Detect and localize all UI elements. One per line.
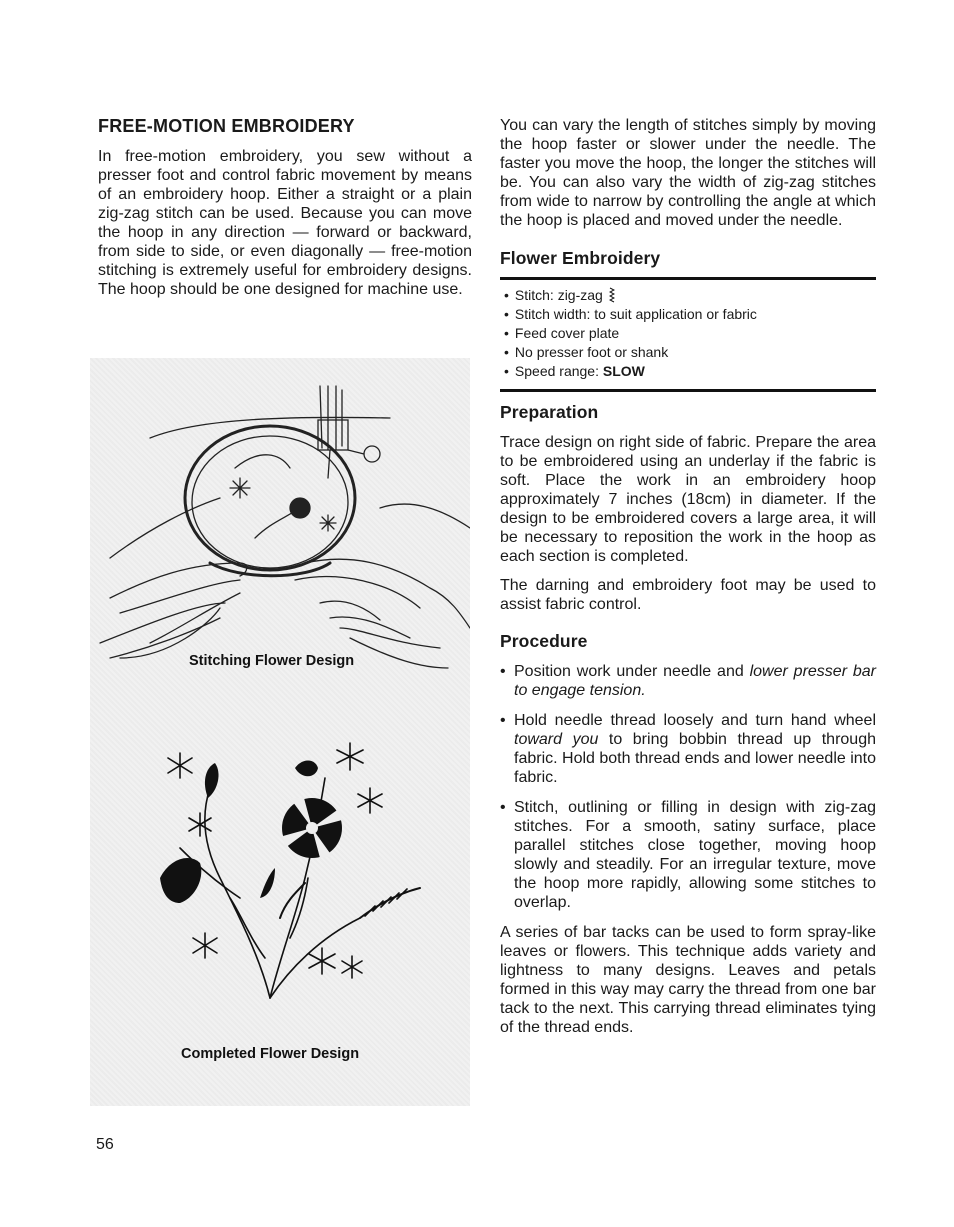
stem-left (205, 788, 270, 998)
preparation-paragraph: Trace design on right side of fabric. Prepare the area to be embroidered using an underlay if the fabric is soft. Place the work in an embroidery hoop approximately 7 inches (18cm) in diameter. If the design to be embroidered covers a large area, it will be necessary to reposition the work in the hoop as each section is completed. (500, 434, 876, 565)
hoop-inner (192, 436, 348, 568)
left-column (98, 116, 472, 299)
star-1 (168, 753, 192, 778)
preparation-heading: Preparation (500, 402, 599, 422)
divider-top (500, 277, 876, 280)
section-heading: FREE-MOTION EMBROIDERY (98, 116, 355, 136)
spec-presser: • No presser foot or shank (500, 343, 876, 362)
step2-emphasis: toward you (514, 731, 599, 748)
spec-speed-label: Speed range: (514, 363, 603, 379)
hoop-outer (185, 426, 355, 570)
spec-stitch-text: Stitch: zig-zag (514, 287, 603, 303)
caption-completed: Completed Flower Design (181, 1046, 360, 1062)
step1-text: Position work under needle and (514, 663, 750, 680)
star-3 (337, 743, 363, 770)
foot-paragraph: The darning and embroidery foot may be used to assist fabric control. (500, 577, 876, 613)
spec-speed (500, 362, 876, 381)
caption-stitching: Stitching Flower Design (189, 653, 355, 669)
procedure-step (500, 798, 876, 912)
bar-tacks-paragraph: A series of bar tacks can be used to form spray-like leaves or flowers. This technique adds variety and lightness to many designs. Leaves and petals formed in this way may carry the thread from one bar tack to the next. This carrying thread eliminates tying of the thread ends. (500, 924, 876, 1036)
flower-embroidery-heading: Flower Embroidery (500, 248, 661, 268)
step1-emphasis: lower presser bar to engage tension. (514, 663, 876, 699)
procedure-heading: Procedure (500, 631, 588, 651)
spec-stitch-width: • Stitch width: to suit application or fabric (500, 305, 876, 324)
spec-list (500, 286, 876, 381)
spec-speed-value: SLOW (602, 363, 645, 379)
spec-feed: • Feed cover plate (500, 324, 876, 343)
completed-flower-fills (160, 761, 342, 904)
stitching-scene-drawing (100, 386, 470, 668)
star-2 (189, 813, 211, 836)
embroidery-illustration (90, 358, 470, 1106)
star-7 (342, 956, 362, 978)
needle (328, 450, 330, 478)
step2-text-a: Hold needle thread loosely and turn hand wheel (514, 712, 876, 729)
star-4 (358, 788, 382, 813)
star-6 (309, 948, 335, 974)
thumb-screw (364, 446, 380, 462)
left-hand (110, 563, 247, 598)
procedure-steps (500, 662, 876, 912)
right-column (500, 116, 876, 1037)
bud-flower (160, 858, 201, 903)
page-number: 56 (96, 1136, 114, 1153)
spec-stitch (500, 286, 876, 305)
procedure-step (500, 711, 876, 787)
procedure-step (500, 662, 876, 700)
step2-text-b: to bring bobbin thread up through fabric. Hold both thread ends and lower needle into fabric. (514, 731, 877, 786)
zigzag-stitch-icon (609, 287, 615, 303)
step3-text: Stitch, outlining or filling in design with zig-zag stitches. For a smooth, satiny surface, place parallel stitches close together, moving hoop slowly and steadily. For an irregular texture, move the hoop more rapidly, allowing some stitches to overlap. (514, 799, 876, 911)
top-bud (295, 761, 318, 777)
illustration-panel (90, 358, 470, 1106)
star-5 (193, 933, 217, 958)
divider-bottom (500, 389, 876, 392)
vary-paragraph: You can vary the length of stitches simply by moving the hoop faster or slower under the needle. The faster you move the hoop, the longer the stitches will be. You can also vary the width of zig-zag stitches from wide to narrow by controlling the angle at which the hoop is placed and moved under the needle. (500, 117, 876, 229)
intro-paragraph: In free-motion embroidery, you sew without a presser foot and control fabric movement by means of an embroidery hoop. Either a straight or a plain zig-zag stitch can be used. Because you can move the hoop in any direction — forward or backward, from side to side, or even diagonally — free-motion stitching is extremely useful for embroidery designs. The hoop should be one designed for machine use. (98, 148, 472, 298)
